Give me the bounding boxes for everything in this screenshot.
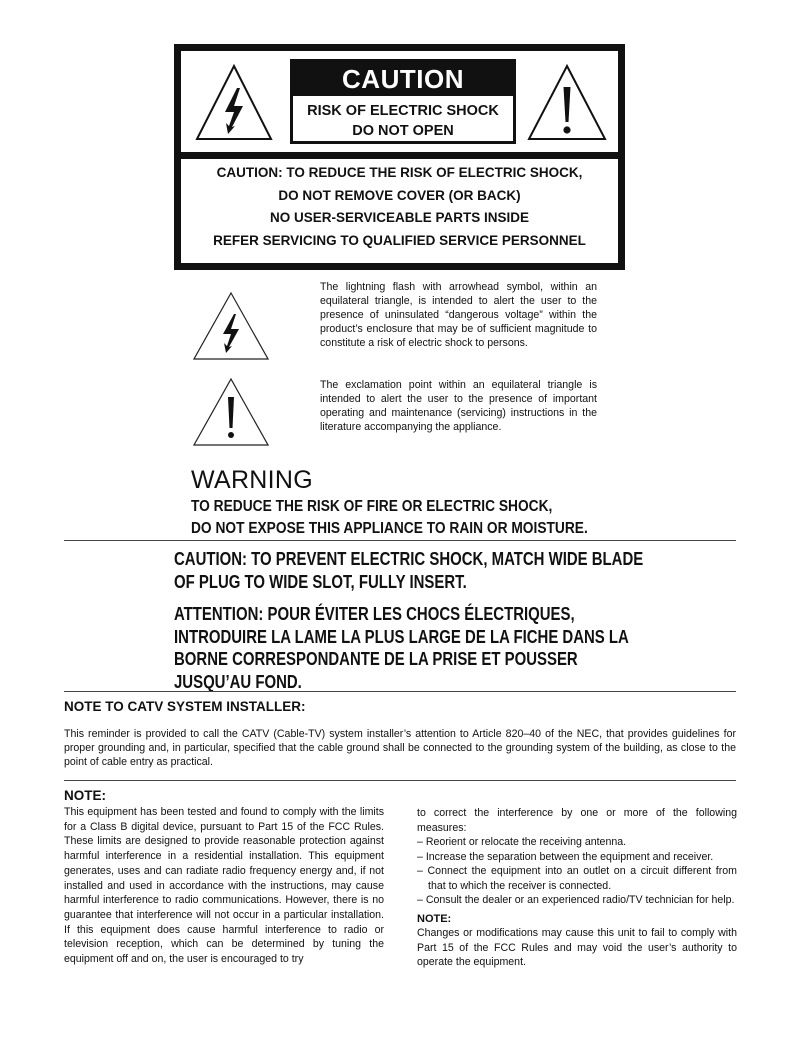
warning-body bbox=[191, 496, 588, 540]
lightning-triangle-icon bbox=[193, 292, 269, 360]
divider bbox=[64, 540, 736, 541]
lightning-symbol-description: The lightning flash with arrowhead symbol, within an equilateral triangle, is intended to alert the user to the presence of uninsulated “dangerous voltage” within the product’s enclosure that may be of sufficient magnitude to constitute a risk of electric shock to persons. bbox=[320, 281, 597, 349]
caution-shock-line: RISK OF ELECTRIC SHOCK bbox=[307, 103, 499, 119]
modification-note-heading: NOTE: bbox=[417, 912, 452, 925]
plug-caution-english bbox=[174, 548, 644, 593]
warning-line: TO REDUCE THE RISK OF FIRE OR ELECTRIC SHOCK, bbox=[191, 498, 553, 515]
caution-do-not-open-line: DO NOT OPEN bbox=[352, 123, 454, 139]
plug-caution-line: BORNE CORRESPONDANTE DE LA PRISE ET POUSSER bbox=[174, 649, 578, 669]
modification-note-body: Changes or modifications may cause this unit to fail to comply with Part 15 of the FCC Rules and may void the user’s authority to operate the equipment. bbox=[417, 927, 737, 968]
exclamation-triangle-icon bbox=[193, 378, 269, 446]
plug-caution-line: INTRODUIRE LA LAME LA PLUS LARGE DE LA FICHE DANS LA bbox=[174, 626, 629, 647]
list-item: – Increase the separation between the equipment and receiver. bbox=[417, 850, 714, 863]
exclamation-warning-icon bbox=[527, 64, 607, 142]
caution-label bbox=[174, 44, 625, 270]
divider bbox=[64, 691, 736, 692]
warning-line: DO NOT EXPOSE THIS APPLIANCE TO RAIN OR MOISTURE. bbox=[191, 520, 588, 537]
caution-label-header bbox=[181, 51, 618, 152]
warning-title: WARNING bbox=[191, 466, 313, 494]
fcc-note-left-column: This equipment has been tested and found to comply with the limits for a Class B digital device, pursuant to Part 15 of the FCC Rules. These limits are designed to provide reasonable protection against harmful interference in a residential installation. This equipment generates, uses and can radiate radio frequency energy and, if not installed and used in accordance with the instructions, may cause harmful interference to radio communications. However, there is no guarantee that interference will not occur in a particular installation. If this equipment does cause harmful interference to radio or television reception, which can be determined by tuning the equipment off and on, the user is encouraged to try bbox=[64, 806, 384, 966]
divider bbox=[64, 780, 736, 781]
lightning-warning-icon bbox=[195, 64, 273, 142]
caution-instruction-line: DO NOT REMOVE COVER (OR BACK) bbox=[278, 187, 521, 203]
caution-title: CAUTION bbox=[293, 62, 513, 96]
list-item: – Consult the dealer or an experienced radio/TV technician for help. bbox=[417, 894, 735, 906]
catv-heading: NOTE TO CATV SYSTEM INSTALLER: bbox=[64, 699, 306, 714]
fcc-note-heading: NOTE: bbox=[64, 788, 106, 803]
exclamation-symbol-description: The exclamation point within an equilateral triangle is intended to alert the user to the presence of important operating and maintenance (servicing) instructions in the literature accompanying the appliance. bbox=[320, 379, 597, 433]
plug-caution-line: OF PLUG TO WIDE SLOT, FULLY INSERT. bbox=[174, 571, 467, 592]
fcc-measures-list bbox=[417, 835, 737, 908]
caution-instructions bbox=[181, 162, 618, 252]
plug-caution-line: CAUTION: TO PREVENT ELECTRIC SHOCK, MATCH WIDE BLADE bbox=[174, 549, 644, 569]
caution-instruction-line: CAUTION: TO REDUCE THE RISK OF ELECTRIC SHOCK, bbox=[216, 165, 583, 180]
catv-body: This reminder is provided to call the CATV (Cable-TV) system installer’s attention to Article 820–40 of the NEC, that provides guidelines for proper grounding and, in particular, specified that the cable ground shall be connected to the grounding system of the building, as close to the point of cable entry as practical. bbox=[64, 728, 736, 768]
plug-caution-french bbox=[174, 603, 629, 693]
list-item: – Connect the equipment into an outlet on a circuit different from that to which the receiver is connected. bbox=[417, 865, 737, 892]
fcc-note-right-column bbox=[417, 806, 737, 970]
list-item: – Reorient or relocate the receiving antenna. bbox=[417, 836, 627, 848]
plug-caution-line: ATTENTION: POUR ÉVITER LES CHOCS ÉLECTRIQUES, bbox=[174, 604, 575, 624]
caution-divider bbox=[181, 152, 618, 159]
fcc-measures-lead: to correct the interference by one or more of the following measures: bbox=[417, 807, 737, 834]
caution-instruction-line: NO USER-SERVICEABLE PARTS INSIDE bbox=[269, 210, 530, 225]
caution-title-box bbox=[290, 59, 516, 144]
caution-instruction-line: REFER SERVICING TO QUALIFIED SERVICE PERSONNEL bbox=[213, 232, 586, 248]
plug-caution-line: JUSQU’AU FOND. bbox=[174, 671, 302, 692]
